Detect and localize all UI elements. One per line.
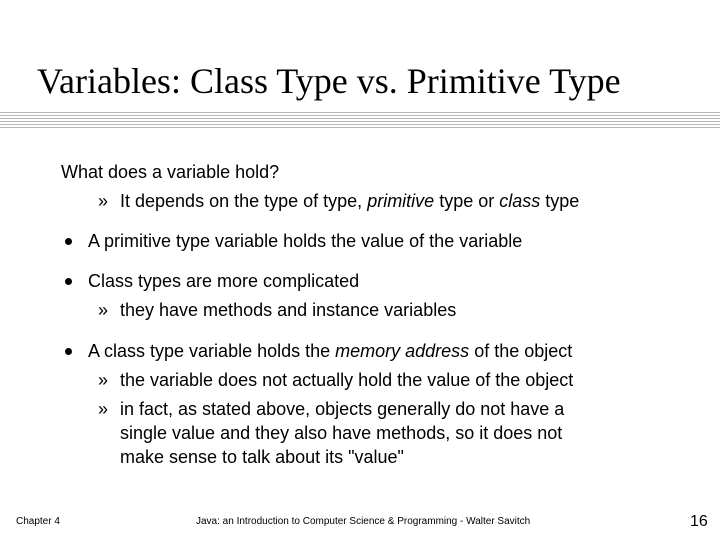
intro-answer [120,190,579,212]
intro-answer-pre: It depends on the type of type, [120,191,368,211]
bullet-dot [65,238,72,245]
bullet-2-text: Class types are more complicated [88,271,360,291]
bullet-dot [65,278,72,285]
bullet-3-sub-2: in fact, as stated above, objects generally do not have a [120,399,565,419]
bullet-2-sub-1: they have methods and instance variables [120,300,457,320]
sub-marker: » [98,370,109,390]
bullet-dot [65,348,72,355]
bullet-3-text-post: of the object [469,341,573,361]
footer-book-title: Java: an Introduction to Computer Science & Programming - Walter Savitch [196,516,531,527]
intro-answer-mid: type or [434,191,500,211]
bullet-3-text-pre: A class type variable holds the [88,341,336,361]
bullet-1-text: A primitive type variable holds the value of the variable [88,231,523,251]
slide-title: Variables: Class Type vs. Primitive Type [37,61,621,101]
intro-question: What does a variable hold? [61,162,280,182]
bullet-3-sub-2-cont-2: make sense to talk about its "value" [120,447,404,467]
bullet-3-sub-2-cont-1: single value and they also have methods, so it does not [120,423,563,443]
sub-marker: » [98,300,109,320]
intro-answer-em-primitive: primitive [367,191,435,211]
intro-answer-em-class: class [499,191,541,211]
bullet-3-sub-1: the variable does not actually hold the value of the object [120,370,574,390]
intro-answer-post: type [540,191,580,211]
bullet-3-text [88,340,572,362]
page-number: 16 [690,513,708,530]
sub-marker: » [98,191,109,211]
footer-chapter: Chapter 4 [16,516,60,527]
bullet-3-text-em: memory address [335,341,470,361]
sub-marker: » [98,399,109,419]
